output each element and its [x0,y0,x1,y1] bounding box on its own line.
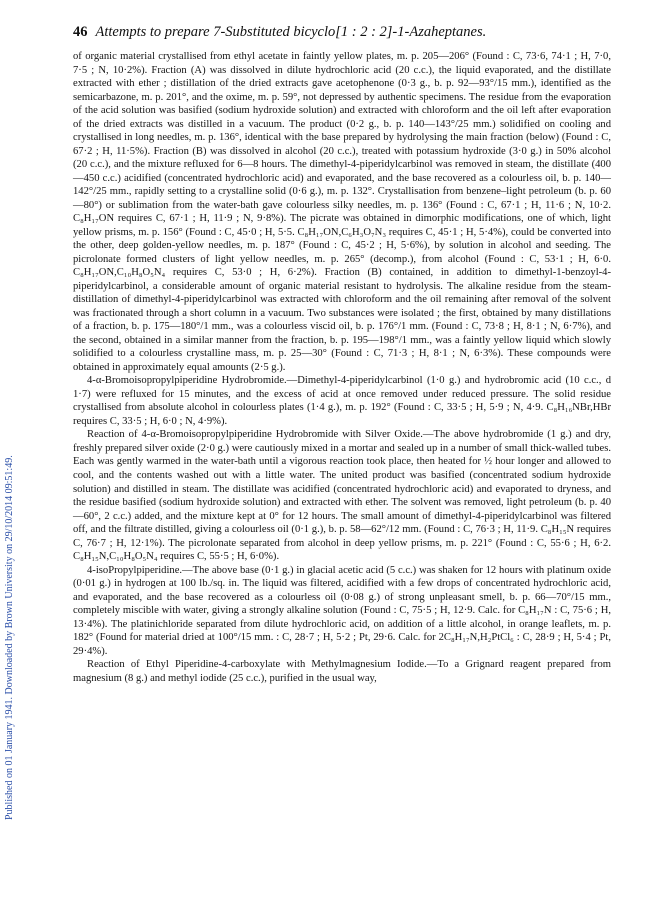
page-number: 46 [73,24,88,40]
paragraph: Reaction of 4-α-Bromoisopropylpiperidine Hydrobromide with Silver Oxide.—The above hydrobromide (1 g.) and dry, freshly prepared silver oxide (2·0 g.) were cautiously mixed in a mortar and sealed up in a number of small thick-walled tubes. Each was gently warmed in the water-bath until a vigorous reaction took place, then heated for ½ hour longer and allowed to cool, and the contents washed out with a little water. The united product was basified (concentrated sodium hydroxide solution) and distilled in steam. The distillate was acidified (concentrated hydrochloric acid) and evaporated to dryness, and the residue basified (sodium hydroxide solution) and extracted with ether. The solvent was removed, light petroleum (b. p. 40—60°, 2 c.c.) added, and the mixture kept at 0° for 12 hours. The small amount of dimethyl-4-piperidylcarbinol was filtered off, and the filtrate distilled, giving a colourless oil (0·1 g.), b. p. 58—62°/12 mm. (Found : C, 76·3 ; H, 11·9. C₈H₁₅N requires C, 76·7 ; H, 12·1%). The picrolonate separated from alcohol in deep yellow prisms, m. p. 221° (Found : C, 55·6 ; H, 6·2. C₈H₁₅N,C₁₀H₈O₅N₄ requires C, 55·5 ; H, 6·0%). [73,429,611,563]
article-body [73,50,611,685]
download-notice: Published on 01 January 1941. Downloaded by Brown University on 29/10/2014 09:51:49. [4,455,15,820]
running-title: Attempts to prepare 7-Substituted bicyclo[1 : 2 : 2]-1-Azaheptanes. [95,24,487,40]
paragraph: Reaction of Ethyl Piperidine-4-carboxylate with Methylmagnesium Iodide.—To a Grignard reagent prepared from magnesium (8 g.) and methyl iodide (25 c.c.), purified in the usual way, [73,659,611,684]
running-header [73,24,613,41]
paragraph: 4-isoPropylpiperidine.—The above base (0·1 g.) in glacial acetic acid (5 c.c.) was shaken for 12 hours with platinum oxide (0·01 g.) in hydrogen at 100 lb./sq. in. The liquid was filtered, acidified with a few drops of concentrated hydrochloric acid, and evaporated, and the base recovered as a colourless oil (0·08 g.) of strong unpleasant smell, b. p. 66—70°/15 mm., completely miscible with water, giving a strongly alkaline solution (Found : C, 75·5 ; H, 12·9. Calc. for C₈H₁₇N : C, 75·6 ; H, 13·4%). The platinichloride separated from dilute hydrochloric acid, on addition of a little alcohol, in orange leaflets, m. p. 182° (Found for material dried at 100°/15 mm. : C, 28·7 ; H, 5·2 ; Pt, 29·6. Calc. for 2C₈H₁₇N,H₂PtCl₆ : C, 28·9 ; H, 5·4 ; Pt, 29·4%). [73,564,611,657]
paragraph: 4-α-Bromoisopropylpiperidine Hydrobromide.—Dimethyl-4-piperidylcarbinol (1·0 g.) and hydrobromic acid (10 c.c., d 1·7) were refluxed for 15 minutes, and the excess of acid at once removed under reduced pressure. The solid residue crystallised from absolute alcohol in colourless plates (1·4 g.), m. p. 192° (Found : C, 33·5 ; H, 5·9 ; N, 4·9. C₈H₁₆NBr,HBr requires C, 33·5 ; H, 6·0 ; N, 4·9%). [73,375,611,427]
download-watermark [0,120,22,820]
paragraph: of organic material crystallised from ethyl acetate in faintly yellow plates, m. p. 205—206° (Found : C, 73·6, 74·1 ; H, 7·0, 7·5 ; N, 10·2%). Fraction (A) was dissolved in dilute hydrochloric acid (20 c.c.), the liquid evaporated, and the distillate extracted with ether ; distillation of the dried extracts gave acetophenone (0·3 g., b. p. 92—93°/15 mm.), identified as the semicarbazone, m. p. 201°, and the oxime, m. p. 59°, not depressed by authentic specimens. The residue from the evaporation of the acid solution was basified (sodium hydroxide solution) and extracted with chloroform and the oil left after evaporation of the dried extracts was distilled in a vacuum. The product (0·2 g., b. p. 140—143°/25 mm.) solidified on cooling and crystallised in long needles, m. p. 136°, identical with the base prepared by hydrolysing the main fraction (below) (Found : C, 67·2 ; H, 11·5%). Fraction (B) was dissolved in alcohol (20 c.c.), treated with potassium hydroxide (3·0 g.) in 50% alcohol (20 c.c.), and the mixture refluxed for 6—8 hours. The dimethyl-4-piperidylcarbinol was removed in steam, the distillate (400—450 c.c.) acidified (concentrated hydrochloric acid) and evaporated, and the base recovered as a colourless oil, b. p. 140—142°/25 mm., rapidly setting to a crystalline solid (0·6 g.), m. p. 132°. Crystallisation from benzene–light petroleum (b. p. 60—80°) or sublimation from the water-bath gave colourless silky needles, m. p. 136° (Found : C, 67·1 ; H, 11·6 ; N, 10·2. C₈H₁₇ON requires C, 67·1 ; H, 11·9 ; N, 9·8%). The picrate was obtained in dimorphic modifications, one of which, light yellow prisms, m. p. 156° (Found : C, 45·0 ; H, 5·5. C₈H₁₇ON,C₆H₃O₇N₃ requires C, 45·1 ; H, 5·4%), could be converted into the other, deep golden-yellow needles, m. p. 187° (Found : C, 45·2 ; H, 5·6%), by solution in alcohol and seeding. The picrolonate formed clusters of light yellow needles, m. p. 265° (decomp.), from alcohol (Found : C, 53·1 ; H, 6·0. C₈H₁₇ON,C₁₀H₈O₅N₄ requires C, 53·0 ; H, 6·2%). Fraction (B) contained, in addition to dimethyl-1-benzoyl-4-piperidylcarbinol, a considerable amount of organic material resistant to hydrolysis. The alkaline residue from the steam-distillation of dimethyl-4-piperidylcarbinol was extracted with chloroform and the oil remaining after removal of the solvent was fractionated through a short column in a vacuum. Two substances were isolated ; the first, obtained by many distillations of a fraction, b. p. 175—180°/1 mm., was a colourless viscid oil, b. p. 176°/1 mm. (Found : C, 73·8 ; H, 8·1 ; N, 6·7%), and the second, obtained in a similar manner from the fraction, b. p. 195—198°/1 mm., was a faintly yellow liquid which slowly solidified to a colourless crystalline mass, m. p. 25—30° (Found : C, 71·3 ; H, 8·1 ; N, 6·3%). These compounds were obtained in approximately equal amounts (2·5 g.). [73,51,611,373]
